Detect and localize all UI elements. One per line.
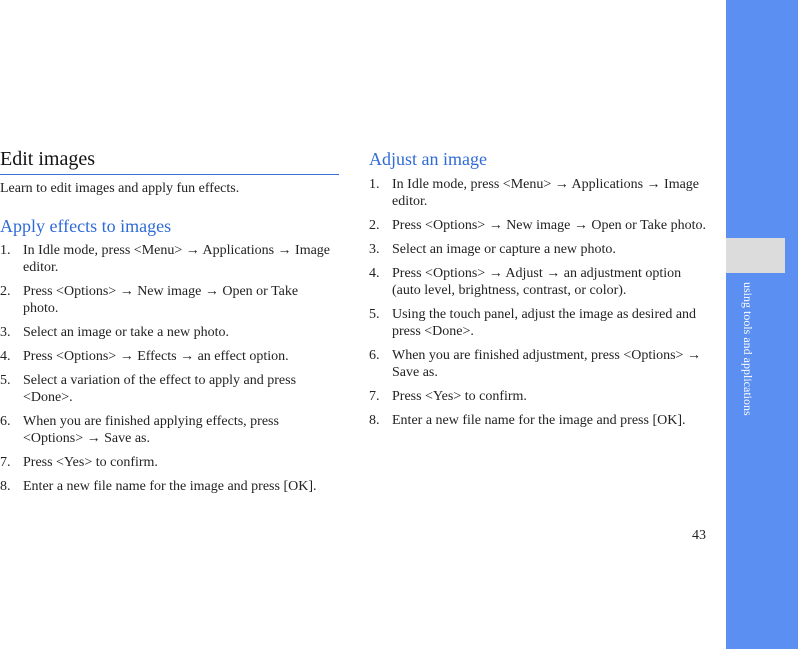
step-item — [0, 413, 336, 447]
subsection-title-adjust-image: Adjust an image — [369, 149, 487, 169]
subsection-title-apply-effects: Apply effects to images — [0, 216, 172, 236]
step-number: 5. — [0, 373, 11, 388]
step-text: Press <Options> → Adjust → an adjustment option (auto level, brightness, contrast, or color). — [392, 266, 682, 298]
step-text: Press <Yes> to confirm. — [392, 389, 527, 404]
step-number: 6. — [0, 414, 11, 429]
page-number: 43 — [692, 528, 706, 543]
step-text: Select an image or take a new photo. — [23, 325, 230, 340]
step-number: 3. — [0, 325, 11, 340]
step-text: Press <Options> → New image → Open or Take photo. — [392, 218, 706, 233]
step-item — [369, 306, 709, 340]
step-number: 5. — [369, 307, 380, 322]
step-item — [369, 176, 709, 210]
step-text: In Idle mode, press <Menu> → Applications → Image editor. — [392, 177, 700, 209]
step-item — [0, 372, 336, 406]
step-number: 4. — [369, 266, 380, 281]
step-number: 8. — [0, 479, 11, 494]
step-number: 7. — [369, 389, 380, 404]
step-text: When you are finished applying effects, press <Options> → Save as. — [23, 414, 279, 446]
step-number: 6. — [369, 348, 380, 363]
step-number: 2. — [0, 284, 11, 299]
apply-effects-steps — [0, 242, 336, 502]
step-item — [369, 388, 709, 405]
step-number: 1. — [369, 177, 380, 192]
step-item — [0, 478, 336, 495]
step-item — [0, 454, 336, 471]
step-item — [0, 242, 336, 276]
adjust-image-steps — [369, 176, 709, 436]
step-text: Enter a new file name for the image and press [OK]. — [392, 413, 686, 428]
step-item — [369, 265, 709, 299]
step-item — [0, 283, 336, 317]
step-text: Press <Options> → New image → Open or Take photo. — [23, 284, 299, 316]
step-text: When you are finished adjustment, press <Options> → Save as. — [392, 348, 701, 380]
step-number: 8. — [369, 413, 380, 428]
step-text: Select an image or capture a new photo. — [392, 242, 616, 257]
step-number: 1. — [0, 243, 11, 258]
step-item — [0, 324, 336, 341]
step-item — [369, 347, 709, 381]
step-text: Press <Yes> to confirm. — [23, 455, 158, 470]
chapter-tab — [726, 238, 785, 273]
chapter-sidebar — [726, 0, 798, 649]
step-number: 4. — [0, 349, 11, 364]
step-text: Select a variation of the effect to apply and press <Done>. — [23, 373, 297, 405]
step-item — [369, 217, 709, 234]
step-number: 7. — [0, 455, 11, 470]
step-number: 3. — [369, 242, 380, 257]
step-text: In Idle mode, press <Menu> → Applications → Image editor. — [23, 243, 331, 275]
step-item — [0, 348, 336, 365]
step-item — [369, 241, 709, 258]
step-item — [369, 412, 709, 429]
step-number: 2. — [369, 218, 380, 233]
section-title-edit-images: Edit images — [0, 147, 339, 175]
step-text: Enter a new file name for the image and press [OK]. — [23, 479, 317, 494]
step-text: Press <Options> → Effects → an effect option. — [23, 349, 289, 364]
step-text: Using the touch panel, adjust the image as desired and press <Done>. — [392, 307, 697, 339]
chapter-label: using tools and applications — [741, 282, 755, 416]
section-intro: Learn to edit images and apply fun effects. — [0, 181, 240, 196]
